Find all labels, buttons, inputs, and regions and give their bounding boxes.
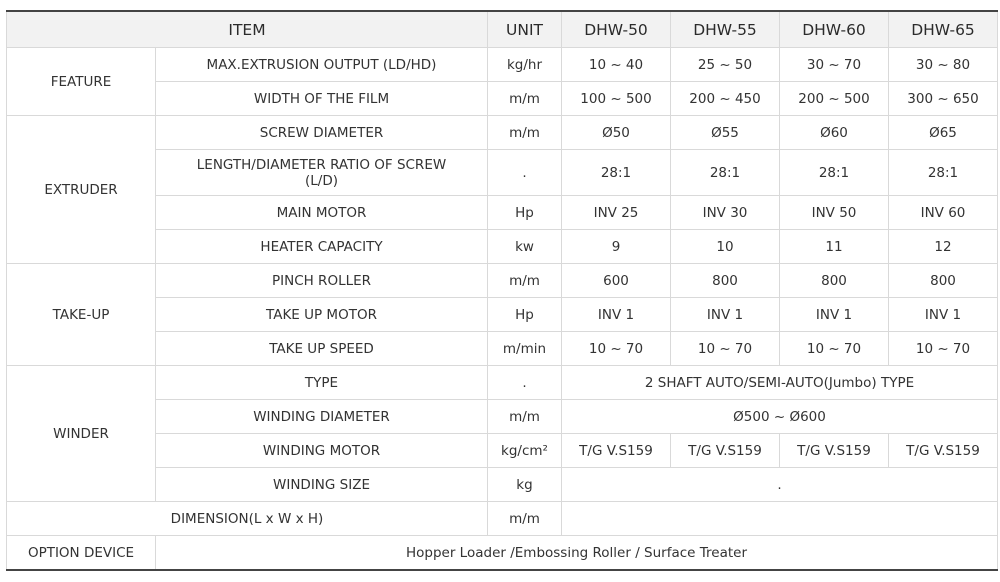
cell-value: 28:1 [562, 150, 671, 196]
header-item: ITEM [7, 11, 488, 48]
header-unit: UNIT [488, 11, 562, 48]
cell-value: 25 ~ 50 [671, 48, 780, 82]
cell-value: 10 ~ 70 [562, 332, 671, 366]
row-unit: kg/hr [488, 48, 562, 82]
header-row [7, 11, 998, 48]
cell-value: INV 1 [671, 298, 780, 332]
cell-value: 11 [780, 230, 889, 264]
row-screw-diameter [7, 116, 998, 150]
cell-value-merged: Ø500 ~ Ø600 [562, 400, 998, 434]
cell-value: INV 50 [780, 196, 889, 230]
row-max-output [7, 48, 998, 82]
group-extruder: EXTRUDER [7, 116, 156, 264]
row-heater-capacity [7, 230, 998, 264]
row-label: HEATER CAPACITY [156, 230, 488, 264]
group-option-device: OPTION DEVICE [7, 536, 156, 571]
cell-value-merged: . [562, 468, 998, 502]
row-label: DIMENSION(L x W x H) [7, 502, 488, 536]
cell-value: 800 [780, 264, 889, 298]
row-option-device [7, 536, 998, 571]
cell-value: 28:1 [780, 150, 889, 196]
cell-value: INV 60 [889, 196, 998, 230]
cell-value: Ø50 [562, 116, 671, 150]
cell-value: 30 ~ 80 [889, 48, 998, 82]
cell-value: T/G V.S159 [671, 434, 780, 468]
cell-value: 9 [562, 230, 671, 264]
cell-value: Ø60 [780, 116, 889, 150]
row-label [156, 150, 488, 196]
row-ld-ratio [7, 150, 998, 196]
row-take-up-motor [7, 298, 998, 332]
cell-value-merged [562, 502, 998, 536]
cell-value: T/G V.S159 [780, 434, 889, 468]
row-film-width [7, 82, 998, 116]
row-unit: m/m [488, 116, 562, 150]
row-unit: m/m [488, 264, 562, 298]
row-take-up-speed [7, 332, 998, 366]
cell-value: 12 [889, 230, 998, 264]
cell-value: 28:1 [671, 150, 780, 196]
row-label: WINDING DIAMETER [156, 400, 488, 434]
cell-value: 600 [562, 264, 671, 298]
cell-value: INV 25 [562, 196, 671, 230]
header-model-3: DHW-60 [780, 11, 889, 48]
cell-value: 30 ~ 70 [780, 48, 889, 82]
row-label: MAIN MOTOR [156, 196, 488, 230]
row-unit: kw [488, 230, 562, 264]
group-feature: FEATURE [7, 48, 156, 116]
row-label: WINDING SIZE [156, 468, 488, 502]
spec-table [6, 10, 998, 571]
row-unit: kg/cm² [488, 434, 562, 468]
cell-value: 100 ~ 500 [562, 82, 671, 116]
row-unit: Hp [488, 196, 562, 230]
row-unit: m/m [488, 400, 562, 434]
row-unit: m/m [488, 502, 562, 536]
group-winder: WINDER [7, 366, 156, 502]
cell-value: 800 [889, 264, 998, 298]
row-unit: Hp [488, 298, 562, 332]
cell-value: Ø65 [889, 116, 998, 150]
cell-value: 28:1 [889, 150, 998, 196]
cell-value: 300 ~ 650 [889, 82, 998, 116]
row-label: PINCH ROLLER [156, 264, 488, 298]
group-take-up: TAKE-UP [7, 264, 156, 366]
cell-value: 10 ~ 40 [562, 48, 671, 82]
cell-value: 10 ~ 70 [671, 332, 780, 366]
header-model-2: DHW-55 [671, 11, 780, 48]
cell-value: 10 ~ 70 [889, 332, 998, 366]
spec-table-wrapper [6, 10, 997, 571]
row-unit: . [488, 150, 562, 196]
cell-value: 800 [671, 264, 780, 298]
cell-value: Ø55 [671, 116, 780, 150]
row-label: WINDING MOTOR [156, 434, 488, 468]
row-label-line-1: LENGTH/DIAMETER RATIO OF SCREW [196, 156, 447, 173]
cell-value: 200 ~ 500 [780, 82, 889, 116]
cell-value: INV 1 [562, 298, 671, 332]
cell-value: 200 ~ 450 [671, 82, 780, 116]
row-label-line-2: (L/D) [305, 172, 338, 189]
row-dimension [7, 502, 998, 536]
header-model-4: DHW-65 [889, 11, 998, 48]
row-unit: m/min [488, 332, 562, 366]
row-type [7, 366, 998, 400]
cell-value-merged: Hopper Loader /Embossing Roller / Surface Treater [156, 536, 998, 571]
row-pinch-roller [7, 264, 998, 298]
row-unit: kg [488, 468, 562, 502]
row-label: TYPE [156, 366, 488, 400]
cell-value: INV 1 [889, 298, 998, 332]
cell-value: 10 ~ 70 [780, 332, 889, 366]
row-label: SCREW DIAMETER [156, 116, 488, 150]
row-label: MAX.EXTRUSION OUTPUT (LD/HD) [156, 48, 488, 82]
row-main-motor [7, 196, 998, 230]
row-label: TAKE UP SPEED [156, 332, 488, 366]
row-label: WIDTH OF THE FILM [156, 82, 488, 116]
cell-value: 10 [671, 230, 780, 264]
row-unit: m/m [488, 82, 562, 116]
row-unit: . [488, 366, 562, 400]
row-winding-diameter [7, 400, 998, 434]
row-winding-motor [7, 434, 998, 468]
cell-value: T/G V.S159 [562, 434, 671, 468]
cell-value: INV 1 [780, 298, 889, 332]
row-label: TAKE UP MOTOR [156, 298, 488, 332]
cell-value-merged: 2 SHAFT AUTO/SEMI-AUTO(Jumbo) TYPE [562, 366, 998, 400]
cell-value: INV 30 [671, 196, 780, 230]
header-model-1: DHW-50 [562, 11, 671, 48]
cell-value: T/G V.S159 [889, 434, 998, 468]
row-winding-size [7, 468, 998, 502]
